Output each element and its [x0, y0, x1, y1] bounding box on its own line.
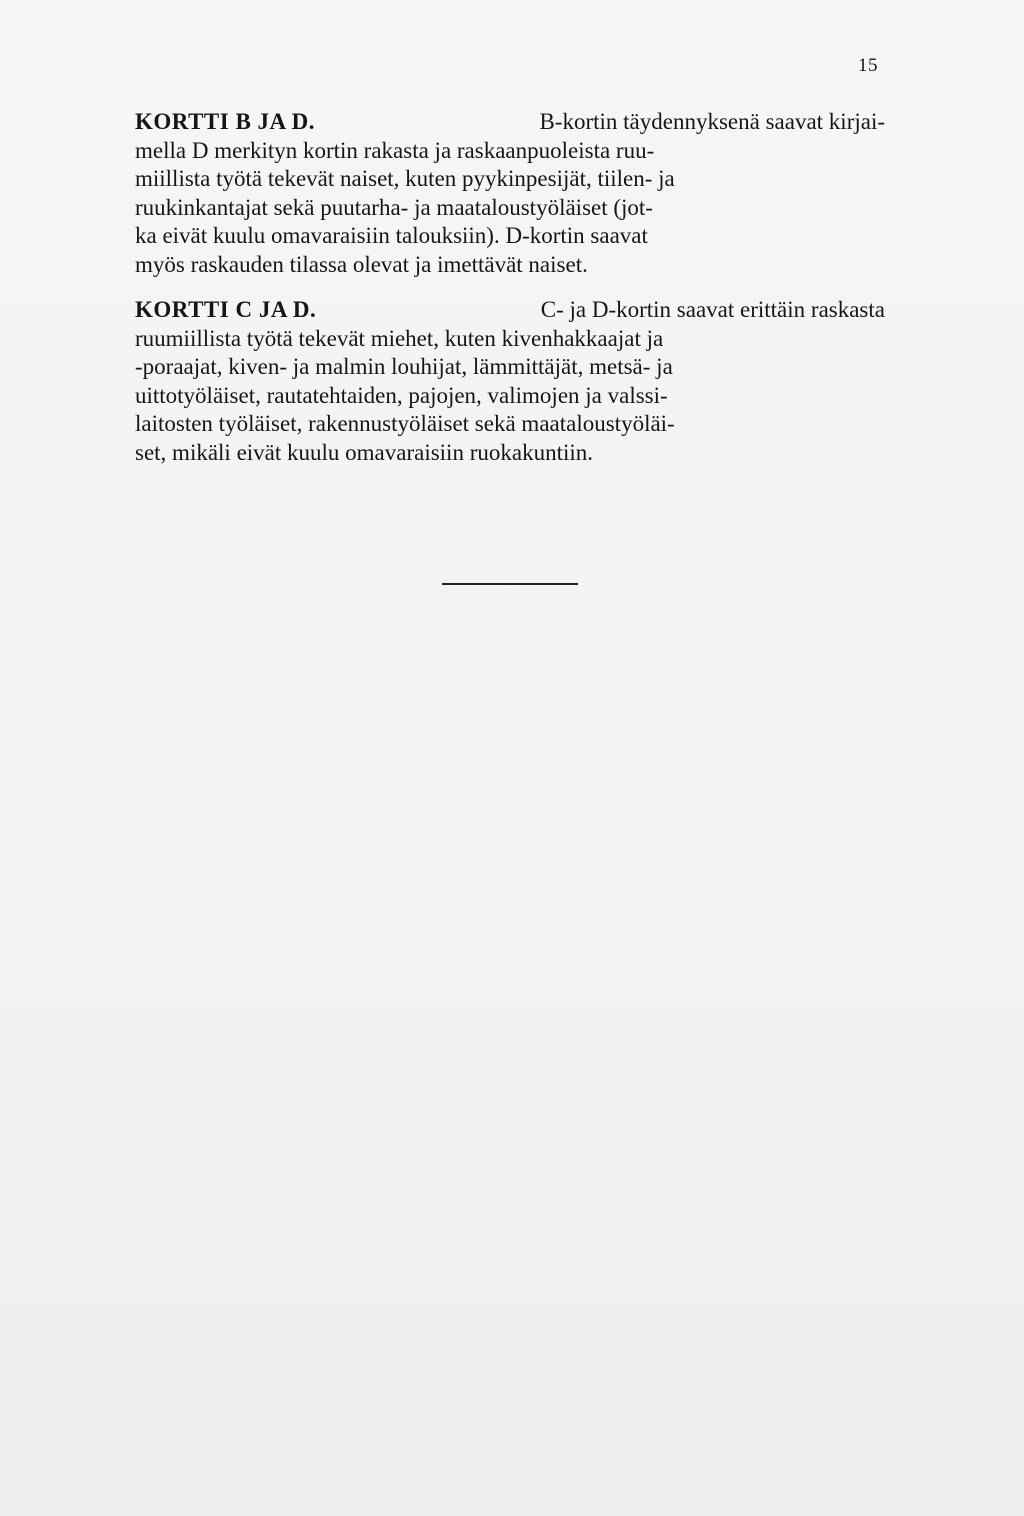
paragraph-line — [135, 194, 885, 223]
paragraph-text: ruumiillista työtä tekevät miehet, kuten kivenhakkaajat ja — [135, 325, 664, 351]
page-number: 15 — [858, 55, 878, 76]
paragraph-text: laitosten työläiset, rakennustyöläiset sekä maataloustyöläi- — [135, 411, 675, 437]
paragraph-text: B-kortin täydennyksenä saavat kirjai- — [539, 109, 885, 134]
paragraph-line — [135, 137, 885, 166]
paragraph-text: uittotyöläiset, rautatehtaiden, pajojen, valimojen ja valssi- — [135, 382, 668, 408]
section-kortti-b-ja-d — [135, 108, 885, 280]
paragraph-text: ruukinkantajat sekä puutarha- ja maataloustyöläiset (jot- — [135, 194, 653, 220]
section-heading: KORTTI C JA D. — [135, 297, 317, 322]
paragraph-line — [135, 165, 885, 194]
section-heading: KORTTI B JA D. — [135, 109, 316, 134]
paragraph-line — [135, 296, 885, 325]
paragraph-line — [135, 325, 885, 354]
paragraph-text: mella D merkityn kortin rakasta ja raskaanpuoleista ruu- — [135, 137, 655, 163]
paragraph-text: C- ja D-kortin saavat erittäin raskasta — [540, 297, 885, 322]
horizontal-divider — [442, 583, 578, 585]
paragraph-line — [135, 108, 885, 137]
paragraph-line — [135, 410, 885, 439]
section-kortti-c-ja-d — [135, 296, 885, 468]
paragraph-line — [135, 382, 885, 411]
paragraph-line — [135, 222, 885, 251]
paragraph-text: miillista työtä tekevät naiset, kuten pyykinpesijät, tiilen- ja — [135, 166, 675, 192]
paragraph-text: ka eivät kuulu omavaraisiin talouksiin). D-kortin saavat — [135, 223, 648, 249]
paragraph-line — [135, 251, 885, 280]
paragraph-text: -poraajat, kiven- ja malmin louhijat, lämmittäjät, metsä- ja — [135, 354, 673, 380]
paragraph-text: set, mikäli eivät kuulu omavaraisiin ruokakuntiin. — [135, 439, 593, 465]
paragraph-line — [135, 353, 885, 382]
paragraph-text: myös raskauden tilassa olevat ja imettävät naiset. — [135, 251, 588, 277]
paragraph-line — [135, 439, 885, 468]
